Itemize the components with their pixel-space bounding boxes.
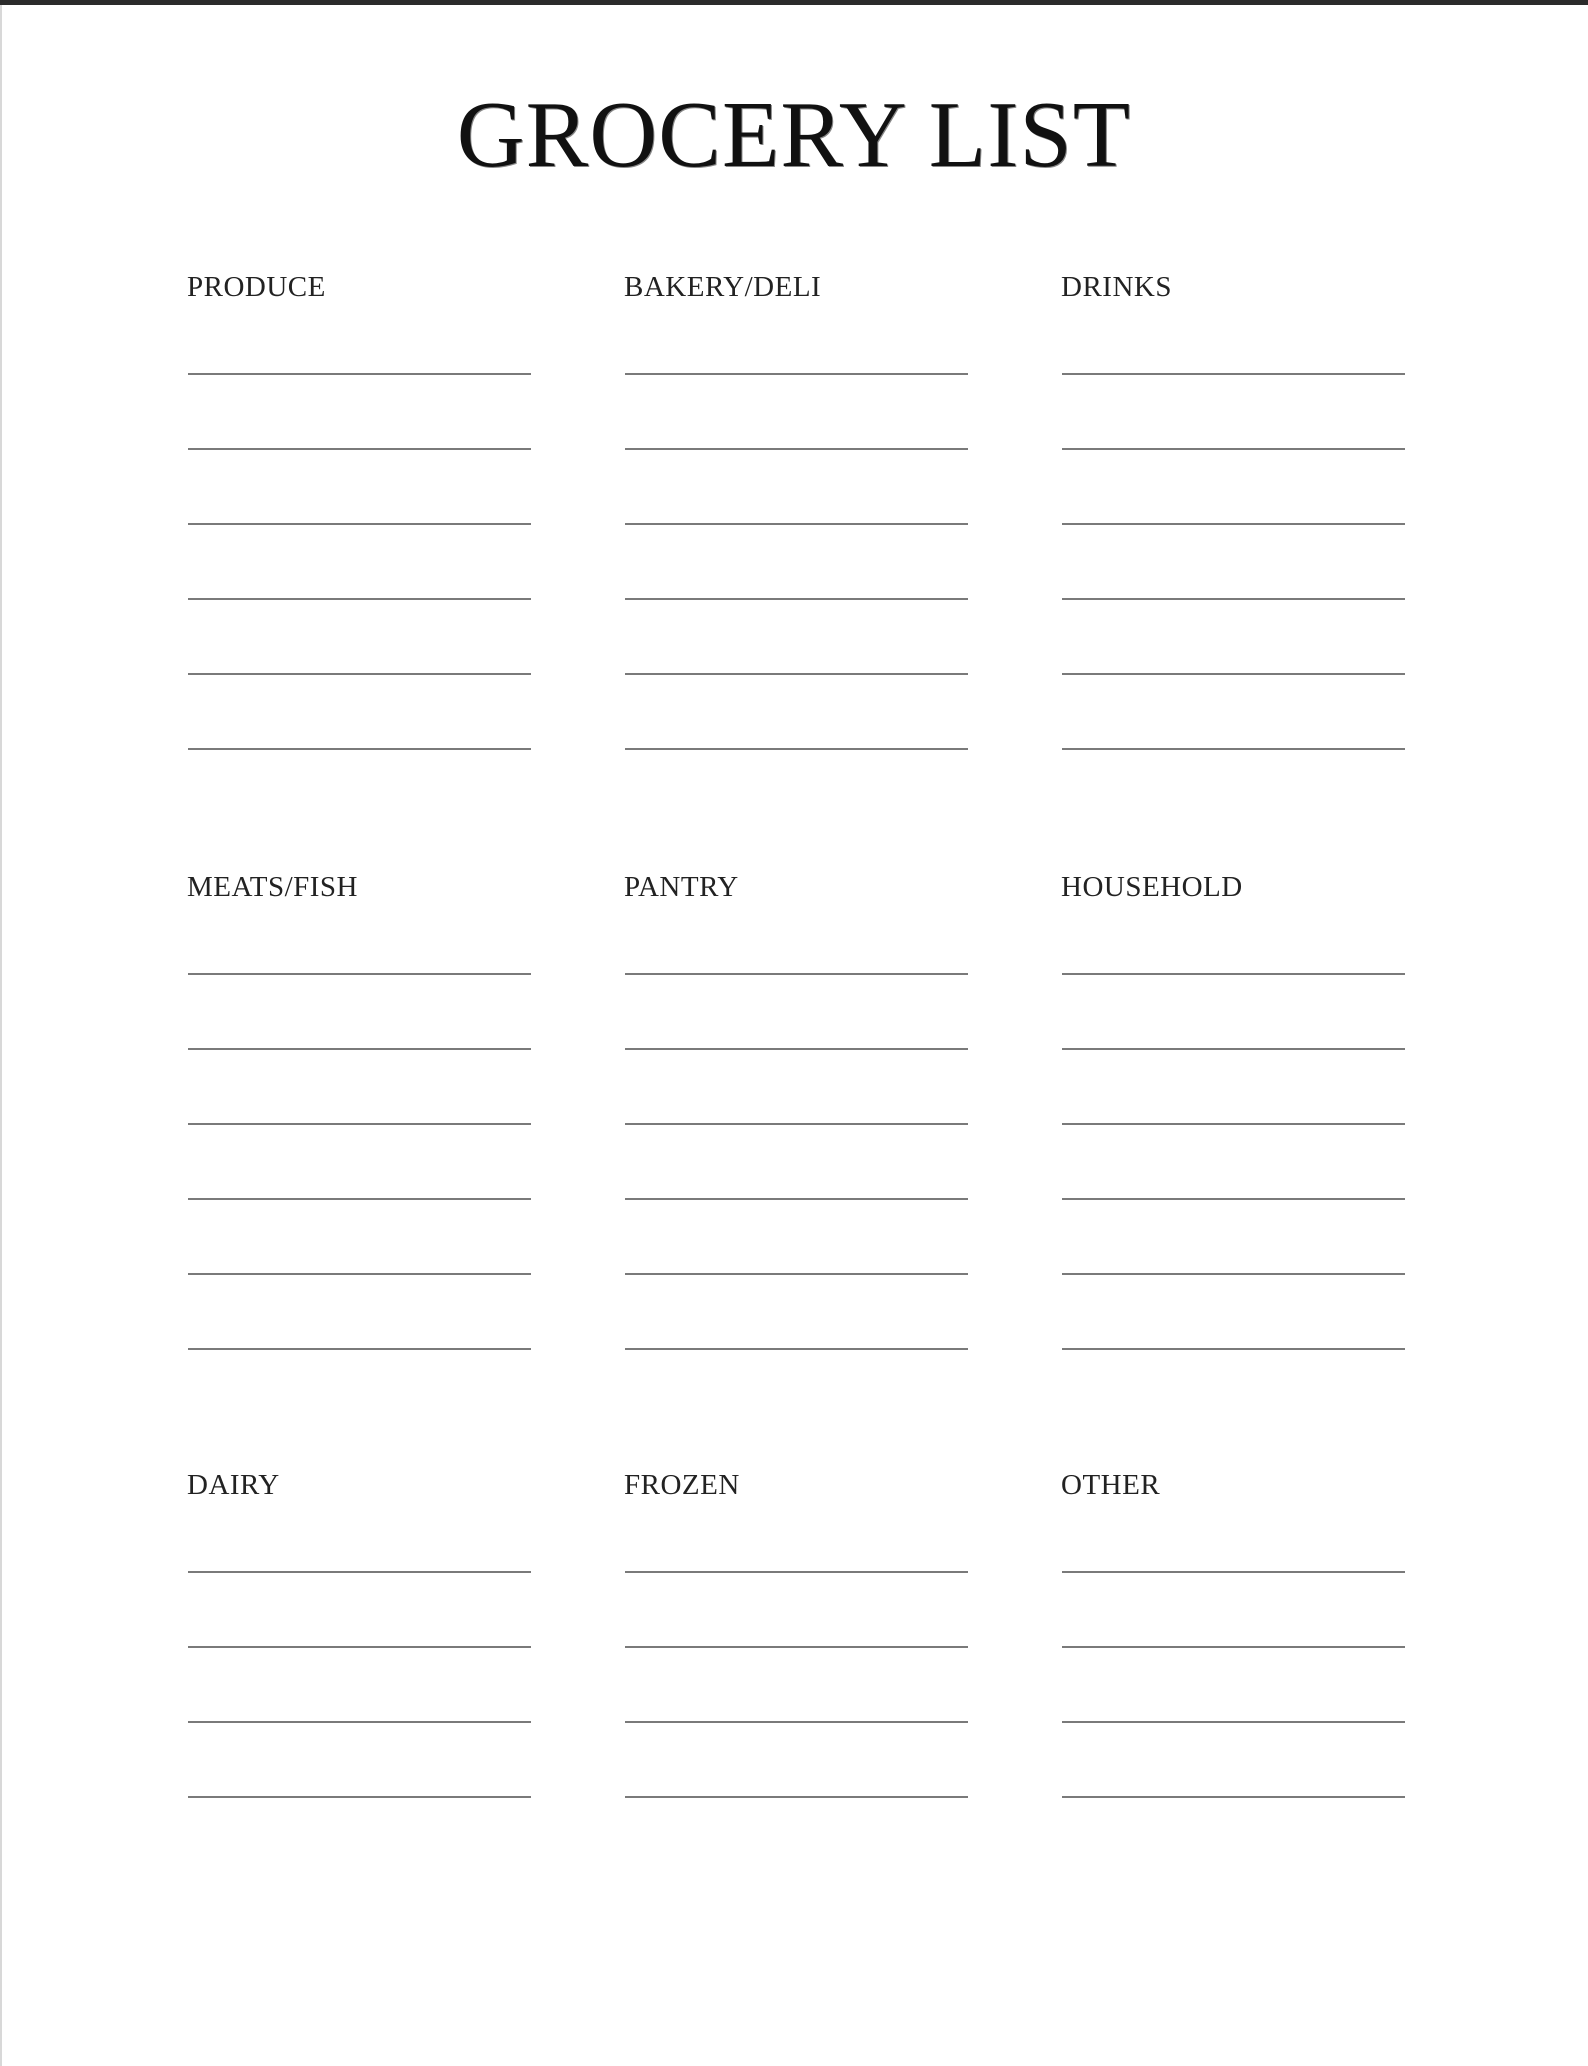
- write-in-line: [625, 1571, 968, 1573]
- write-in-line: [625, 1721, 968, 1723]
- write-in-line: [188, 598, 531, 600]
- top-border: [0, 0, 1588, 5]
- write-in-line: [1062, 673, 1405, 675]
- write-in-line: [188, 1048, 531, 1050]
- write-in-line: [188, 1721, 531, 1723]
- write-in-line: [188, 748, 531, 750]
- section-other: [1061, 1471, 1406, 1501]
- section-heading: PANTRY: [624, 871, 739, 903]
- write-in-line: [188, 1646, 531, 1648]
- write-in-line: [188, 1796, 531, 1798]
- section-drinks: [1061, 273, 1406, 303]
- write-in-line: [625, 1048, 968, 1050]
- write-in-line: [188, 1123, 531, 1125]
- write-in-line: [188, 1348, 531, 1350]
- write-in-line: [625, 1123, 968, 1125]
- section-heading: HOUSEHOLD: [1061, 871, 1243, 903]
- section-heading: DRINKS: [1061, 271, 1172, 303]
- write-in-line: [1062, 1571, 1405, 1573]
- write-in-line: [625, 1348, 968, 1350]
- write-in-line: [625, 1646, 968, 1648]
- write-in-line: [625, 1796, 968, 1798]
- section-heading: PRODUCE: [187, 271, 326, 303]
- section-dairy: [187, 1471, 532, 1501]
- write-in-line: [1062, 1198, 1405, 1200]
- section-heading: OTHER: [1061, 1469, 1161, 1501]
- section-frozen: [624, 1471, 969, 1501]
- write-in-line: [188, 973, 531, 975]
- section-household: [1061, 873, 1406, 903]
- write-in-line: [1062, 1796, 1405, 1798]
- write-in-line: [625, 523, 968, 525]
- write-in-line: [1062, 448, 1405, 450]
- section-heading: BAKERY/DELI: [624, 271, 822, 303]
- write-in-line: [188, 523, 531, 525]
- write-in-line: [1062, 1348, 1405, 1350]
- write-in-line: [625, 748, 968, 750]
- write-in-line: [1062, 1123, 1405, 1125]
- write-in-line: [1062, 1273, 1405, 1275]
- write-in-line: [188, 1198, 531, 1200]
- write-in-line: [1062, 598, 1405, 600]
- section-heading: MEATS/FISH: [187, 871, 358, 903]
- write-in-line: [188, 673, 531, 675]
- section-meats-fish: [187, 873, 532, 903]
- write-in-line: [1062, 1646, 1405, 1648]
- section-bakery-deli: [624, 273, 969, 303]
- write-in-line: [625, 1198, 968, 1200]
- write-in-line: [1062, 973, 1405, 975]
- write-in-line: [188, 373, 531, 375]
- write-in-line: [625, 1273, 968, 1275]
- write-in-line: [188, 1273, 531, 1275]
- write-in-line: [1062, 523, 1405, 525]
- write-in-line: [1062, 1721, 1405, 1723]
- section-heading: FROZEN: [624, 1469, 740, 1501]
- left-border: [0, 5, 2, 2066]
- write-in-line: [1062, 748, 1405, 750]
- write-in-line: [188, 1571, 531, 1573]
- page-title: GROCERY LIST: [456, 83, 1132, 187]
- section-pantry: [624, 873, 969, 903]
- section-heading: DAIRY: [187, 1469, 280, 1501]
- write-in-line: [188, 448, 531, 450]
- section-produce: [187, 273, 532, 303]
- write-in-line: [625, 373, 968, 375]
- write-in-line: [625, 673, 968, 675]
- write-in-line: [625, 973, 968, 975]
- write-in-line: [625, 448, 968, 450]
- write-in-line: [1062, 1048, 1405, 1050]
- write-in-line: [625, 598, 968, 600]
- write-in-line: [1062, 373, 1405, 375]
